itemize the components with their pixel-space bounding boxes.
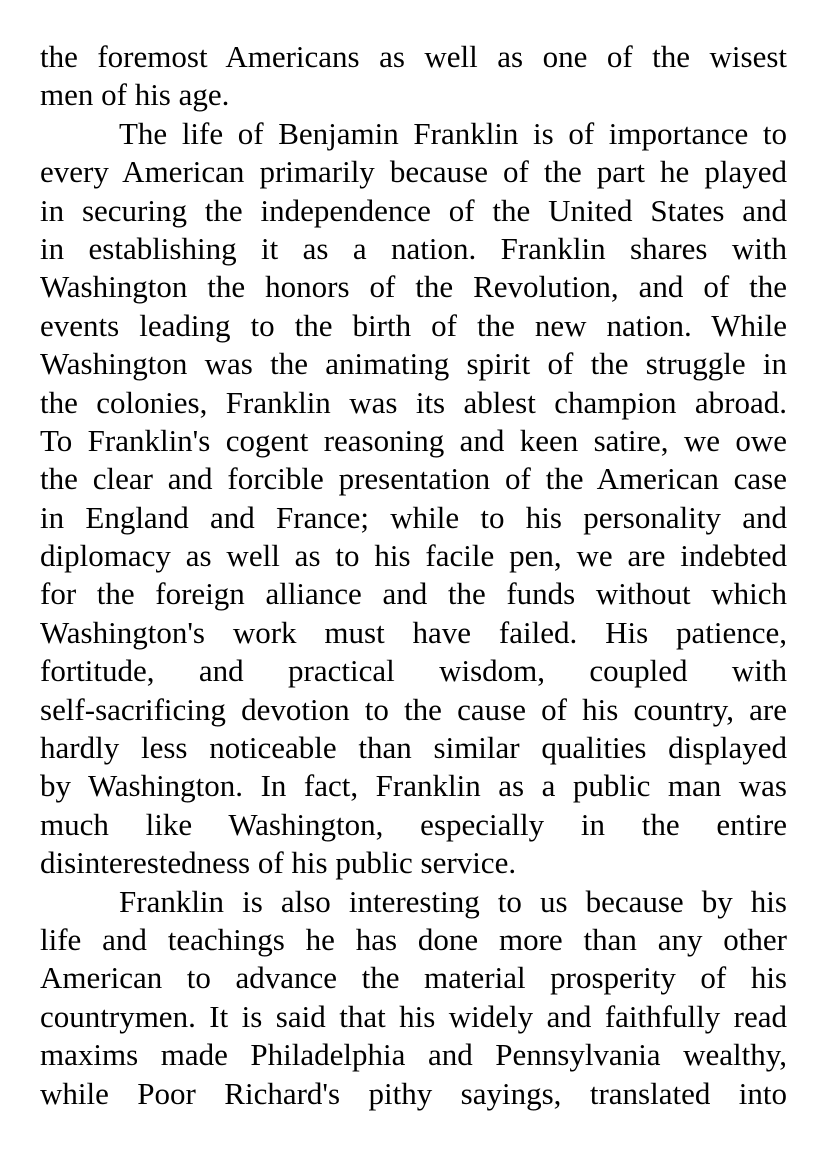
text-line: Washington the honors of the Revolution, and of the bbox=[40, 269, 787, 305]
text-line: American to advance the material prosperity of his bbox=[40, 960, 787, 996]
text-line: while Poor Richard's pithy sayings, translated into bbox=[40, 1075, 787, 1111]
text-line: countrymen. It is said that his widely and faithfully read bbox=[40, 998, 787, 1034]
text-line: Franklin is also interesting to us because by his bbox=[119, 883, 787, 919]
text-line: every American primarily because of the part he played bbox=[40, 154, 787, 190]
text-line: To Franklin's cogent reasoning and keen satire, we owe bbox=[40, 422, 787, 458]
text-line: fortitude, and practical wisdom, coupled with bbox=[40, 653, 787, 689]
text-line: much like Washington, especially in the entire bbox=[40, 806, 787, 842]
text-line: diplomacy as well as to his facile pen, we are indebted bbox=[40, 538, 787, 574]
text-line: the colonies, Franklin was its ablest champion abroad. bbox=[40, 384, 787, 420]
text-line: self-sacrificing devotion to the cause of his country, are bbox=[40, 691, 787, 727]
text-line: The life of Benjamin Franklin is of importance to bbox=[119, 115, 787, 151]
text-line: maxims made Philadelphia and Pennsylvania wealthy, bbox=[40, 1037, 787, 1073]
text-line: events leading to the birth of the new nation. While bbox=[40, 307, 787, 343]
text-line: the clear and forcible presentation of the American case bbox=[40, 461, 787, 497]
text-line: Washington's work must have failed. His patience, bbox=[40, 614, 787, 650]
text-line: Washington was the animating spirit of the struggle in bbox=[40, 346, 787, 382]
text-line: men of his age. bbox=[40, 77, 230, 113]
document-body bbox=[40, 38, 787, 1113]
text-line: the foremost Americans as well as one of the wisest bbox=[40, 39, 787, 74]
text-line: for the foreign alliance and the funds without which bbox=[40, 576, 787, 612]
text-line: by Washington. In fact, Franklin as a public man was bbox=[40, 768, 787, 804]
text-line: in securing the independence of the United States and bbox=[40, 192, 787, 228]
text-line: in England and France; while to his personality and bbox=[40, 499, 787, 535]
text-line: hardly less noticeable than similar qualities displayed bbox=[40, 730, 787, 766]
text-line: in establishing it as a nation. Franklin shares with bbox=[40, 230, 787, 266]
text-line: life and teachings he has done more than any other bbox=[40, 921, 787, 957]
text-line: disinterestedness of his public service. bbox=[40, 845, 517, 881]
document-page bbox=[40, 38, 787, 1113]
